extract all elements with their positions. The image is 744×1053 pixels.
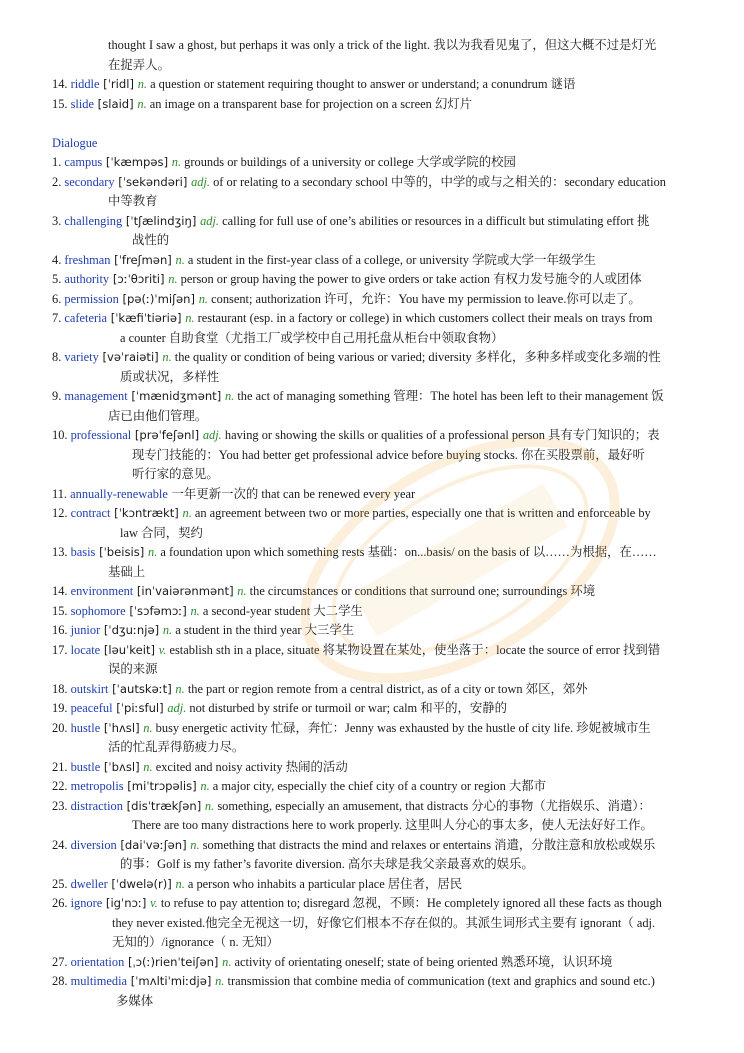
part-of-speech: n. xyxy=(200,779,210,793)
entry-number: 14. xyxy=(52,77,71,91)
part-of-speech: n. xyxy=(171,155,182,169)
entry-continuation-line xyxy=(52,992,694,1012)
definition-text: 中等教育 xyxy=(108,194,158,208)
entry-number: 14. xyxy=(52,584,71,598)
pronunciation: [igˈnɔː] xyxy=(102,896,151,910)
section-heading xyxy=(52,134,694,154)
entry-line xyxy=(52,719,694,739)
definition-text: a foundation upon which something rests 基础：on...basis/ on the basis of 以……为根据，在…… xyxy=(157,545,657,559)
definition-text: 质或状况，多样性 xyxy=(120,369,220,384)
entry-number: 2. xyxy=(52,174,65,189)
definition-text: a question or statement requiring thought to answer or understand; a conundrum 谜语 xyxy=(146,77,576,91)
headword: annually-renewable xyxy=(70,486,168,501)
entry-continuation-line xyxy=(52,816,694,836)
vocabulary-list xyxy=(52,36,694,1011)
part-of-speech: n. xyxy=(143,759,153,774)
entry-number: 28. xyxy=(52,974,71,988)
definition-text: busy energetic activity 忙碌，奔忙：Jenny was exhausted by the hustle of city life. 珍妮被城市生 xyxy=(152,720,651,735)
entry-continuation-line xyxy=(52,192,694,212)
definition-text: a counter 自助食堂（尤指工厂或学校中自己用托盘从柜台中领取食物） xyxy=(120,330,504,345)
entry-continuation-line xyxy=(52,407,694,427)
entry-line xyxy=(52,290,694,310)
definition-text: something that distracts the mind and relaxes or entertains 消遣，分散注意和放松或娱乐 xyxy=(199,837,656,852)
entry-number: 21. xyxy=(52,759,71,774)
entry-line xyxy=(52,348,694,368)
headword: secondary xyxy=(64,174,115,189)
entry-number: 1. xyxy=(52,155,65,169)
pronunciation: [pə(ː)ˈmiʃən] xyxy=(118,291,199,306)
definition-text: of or relating to a secondary school 中等的，中学的或与之相关的：secondary education xyxy=(210,174,666,189)
headword: multimedia xyxy=(70,974,128,988)
headword: environment xyxy=(70,584,134,598)
pronunciation: [ˈsɔfəmɔː] xyxy=(125,603,191,618)
entry-number: 3. xyxy=(52,213,65,228)
definition-text: a student in the first-year class of a college, or university 学院或大学一年级学生 xyxy=(184,252,597,267)
definition-text: 现专门技能的：You had better get professional advice before buying stocks. 你在买股票前，最好听 xyxy=(132,447,645,462)
definition-text: There are too many distractions here to work properly. 这里叫人分心的事太多，使人无法好好工作。 xyxy=(132,818,653,832)
definition-text: the quality or condition of being various or varied; diversity 多样化，多种多样或变化多端的性 xyxy=(171,350,661,364)
entry-continuation-line xyxy=(52,368,694,388)
entry-line xyxy=(52,153,694,173)
headword: professional xyxy=(70,428,132,442)
entry-continuation-line xyxy=(52,329,694,349)
part-of-speech: n. xyxy=(198,291,209,306)
entry-number: 5. xyxy=(52,272,65,286)
headword: slide xyxy=(70,96,94,111)
pronunciation: [ˈridl] xyxy=(99,77,138,91)
part-of-speech: n. xyxy=(148,545,158,559)
pronunciation: [vəˈraiəti] xyxy=(98,350,163,364)
entry-number: 4. xyxy=(52,252,65,267)
pronunciation: [ˈpiːsful] xyxy=(112,701,168,715)
definition-text: law 合同，契约 xyxy=(120,525,203,540)
part-of-speech: adj. xyxy=(191,174,211,189)
definition-text: having or showing the skills or qualities of a professional person 具有专门知识的；表 xyxy=(221,428,660,442)
part-of-speech: n. xyxy=(175,876,185,891)
definition-text: an image on a transparent base for projection on a screen 幻灯片 xyxy=(146,96,473,111)
pronunciation: [ˈkæfiˈtiəriə] xyxy=(107,311,186,325)
entry-continuation-line xyxy=(52,114,694,134)
entry-continuation-line xyxy=(52,855,694,875)
pronunciation: [ˈhʌsl] xyxy=(100,720,144,735)
part-of-speech: n. xyxy=(222,954,232,969)
part-of-speech: n. xyxy=(204,798,215,813)
definition-text: the circumstances or conditions that surround one; surroundings 环境 xyxy=(246,584,596,598)
entry-number: 9. xyxy=(52,389,65,403)
pronunciation: [inˈvaiərənmənt] xyxy=(133,584,238,598)
entry-line xyxy=(52,251,694,271)
entry-continuation-line xyxy=(52,563,694,583)
headword: dweller xyxy=(70,876,108,891)
entry-continuation-line xyxy=(52,231,694,251)
pronunciation: [disˈtrækʃən] xyxy=(122,798,205,813)
headword: hustle xyxy=(70,720,101,735)
entry-line xyxy=(52,75,694,95)
part-of-speech: v. xyxy=(158,642,167,657)
pronunciation: [ɔːˈθɔriti] xyxy=(109,272,169,286)
part-of-speech: n. xyxy=(224,389,235,403)
headword: outskirt xyxy=(70,681,109,696)
entry-number: 23. xyxy=(52,798,71,813)
headword: management xyxy=(64,389,128,403)
definition-text: not disturbed by strife or turmoil or war; calm 和平的，安静的 xyxy=(186,701,508,715)
entry-line xyxy=(52,953,694,973)
definition-text: 听行家的意见。 xyxy=(132,467,219,481)
headword: contract xyxy=(70,506,111,520)
definition-text: 基础上 xyxy=(108,564,146,579)
headword: riddle xyxy=(70,77,100,91)
part-of-speech: adj. xyxy=(167,701,187,715)
entry-line xyxy=(52,797,694,817)
pronunciation: [ləuˈkeit] xyxy=(100,642,159,657)
definition-text: transmission that combine media of communication (text and graphics and sound etc.) xyxy=(224,974,655,988)
section-label: Dialogue xyxy=(52,135,98,150)
definition-text: grounds or buildings of a university or college 大学或学院的校园 xyxy=(181,155,516,169)
headword: peaceful xyxy=(70,701,113,715)
part-of-speech: n. xyxy=(137,96,147,111)
definition-text: 战性的 xyxy=(132,233,170,247)
pronunciation: [ˈkæmpəs] xyxy=(102,155,172,169)
headword: junior xyxy=(70,623,101,637)
pronunciation: [ˈfreʃmən] xyxy=(110,252,176,267)
entry-line xyxy=(52,543,694,563)
entry-line xyxy=(52,836,694,856)
pronunciation: [ˈdwelə(r)] xyxy=(107,876,176,891)
part-of-speech: n. xyxy=(185,311,195,325)
definition-text: a student in the third year 大三学生 xyxy=(172,623,355,637)
entry-line xyxy=(52,621,694,641)
pronunciation: [ˈdʒuːnjə] xyxy=(100,623,163,637)
pronunciation: [ˌɔ(ː)rienˈteiʃən] xyxy=(124,954,223,969)
part-of-speech: n. xyxy=(175,681,185,696)
entry-line xyxy=(52,485,694,505)
entry-number: 27. xyxy=(52,954,71,969)
entry-number: 20. xyxy=(52,720,71,735)
definition-text: a major city, especially the chief city of a country or region 大都市 xyxy=(209,779,547,793)
part-of-speech: n. xyxy=(137,77,147,91)
part-of-speech: n. xyxy=(175,252,185,267)
entry-number: 19. xyxy=(52,701,71,715)
headword: distraction xyxy=(70,798,123,813)
headword: permission xyxy=(64,291,119,306)
entry-continuation-line xyxy=(52,914,694,934)
pronunciation: [ˈkɔntrækt] xyxy=(110,506,183,520)
definition-text: to refuse to pay attention to; disregard 忽视，不顾：He completely ignored all these facts as though xyxy=(157,896,662,910)
definition-text: 一年更新一次的 that can be renewed every year xyxy=(171,486,416,501)
entry-number: 16. xyxy=(52,623,71,637)
part-of-speech: v. xyxy=(150,896,158,910)
definition-text: 在捉弄人。 xyxy=(108,57,170,72)
part-of-speech: n. xyxy=(182,506,192,520)
entry-line xyxy=(52,212,694,232)
headword: locate xyxy=(70,642,101,657)
part-of-speech: n. xyxy=(162,350,172,364)
entry-number: 24. xyxy=(52,837,71,852)
entry-number: 6. xyxy=(52,291,65,306)
definition-text: 多媒体 xyxy=(116,993,154,1008)
entry-continuation-line xyxy=(52,524,694,544)
entry-number: 12. xyxy=(52,506,71,520)
headword: campus xyxy=(64,155,103,169)
pronunciation: [ˈmænidʒmənt] xyxy=(127,389,225,403)
pronunciation: [daiˈvəːʃən] xyxy=(116,837,191,852)
part-of-speech: n. xyxy=(237,584,247,598)
entry-number: 18. xyxy=(52,681,71,696)
entry-number: 17. xyxy=(52,642,71,657)
entry-line xyxy=(52,582,694,602)
definition-text: establish sth in a place, situate 将某物设置在某处，使坐落于：locate the source of error 找到错 xyxy=(166,642,661,657)
definition-text: a second-year student 大二学生 xyxy=(199,603,363,618)
entry-number: 13. xyxy=(52,545,71,559)
headword: cafeteria xyxy=(64,311,108,325)
entry-line xyxy=(52,894,694,914)
entry-line xyxy=(52,270,694,290)
pronunciation: [ˈmʌltiˈmiːdjə] xyxy=(127,974,216,988)
entry-line xyxy=(52,777,694,797)
headword: ignore xyxy=(70,896,103,910)
pronunciation: [miˈtrɔpəlis] xyxy=(123,779,201,793)
entry-line xyxy=(52,680,694,700)
definition-text: 店已由他们管理。 xyxy=(108,408,208,423)
part-of-speech: n. xyxy=(215,974,225,988)
definition-text: an agreement between two or more parties, especially one that is written and enforceable by xyxy=(191,506,651,520)
headword: diversion xyxy=(70,837,117,852)
headword: metropolis xyxy=(70,779,124,793)
definition-text: excited and noisy activity 热闹的活动 xyxy=(152,759,348,774)
definition-text: restaurant (esp. in a factory or college) in which customers collect their meals on trays from xyxy=(194,311,653,325)
part-of-speech: n. xyxy=(168,272,178,286)
definition-text: 无知的）/ignorance（ n. 无知） xyxy=(112,935,279,949)
definition-text: a person who inhabits a particular place 居住者，居民 xyxy=(184,876,463,891)
part-of-speech: adj. xyxy=(202,428,222,442)
entry-continuation-line xyxy=(52,660,694,680)
definition-text: 活的忙乱弄得筋疲力尽。 xyxy=(108,740,245,754)
part-of-speech: n. xyxy=(190,837,200,852)
part-of-speech: adj. xyxy=(200,213,219,228)
definition-text: consent; authorization 许可，允许：You have my permission to leave.你可以走了。 xyxy=(208,291,641,306)
pronunciation: [prəˈfeʃənl] xyxy=(131,428,203,442)
part-of-speech: n. xyxy=(162,623,173,637)
entry-line xyxy=(52,387,694,407)
pronunciation: [ˈsekəndəri] xyxy=(114,174,192,189)
headword: basis xyxy=(70,545,96,559)
pronunciation: [ˈbeisis] xyxy=(95,545,149,559)
pronunciation: [slaid] xyxy=(94,96,138,111)
entry-number: 22. xyxy=(52,779,71,793)
definition-text: they never existed.他完全无视这一切，好像它们根本不存在似的。其派生词形式主要有 ignorant（ adj. xyxy=(112,915,656,930)
headword: sophomore xyxy=(70,603,126,618)
entry-number: 15. xyxy=(52,96,71,111)
definition-text: activity of orientating oneself; state of being oriented 熟悉环境，认识环境 xyxy=(231,954,613,969)
entry-number: 11. xyxy=(52,486,71,501)
entry-continuation-line xyxy=(52,465,694,485)
pronunciation: [ˈtʃælindʒiŋ] xyxy=(122,213,201,228)
definition-text: 的事：Golf is my father’s favorite diversion. 高尔夫球是我父亲最喜欢的娱乐。 xyxy=(120,857,534,871)
part-of-speech: n. xyxy=(143,720,153,735)
definition-text: thought I saw a ghost, but perhaps it was only a trick of the light. 我以为我看见鬼了，但这大概不过是灯光 xyxy=(108,38,657,52)
definition-text: something, especially an amusement, that distracts 分心的事物（尤指娱乐、消遣）： xyxy=(214,798,651,813)
entry-number: 8. xyxy=(52,350,65,364)
entry-number: 25. xyxy=(52,876,71,891)
headword: freshman xyxy=(64,252,111,267)
entry-line xyxy=(52,309,694,329)
entry-line xyxy=(52,95,694,115)
entry-continuation-line xyxy=(52,36,694,56)
entry-continuation-line xyxy=(52,738,694,758)
entry-continuation-line xyxy=(52,56,694,76)
entry-line xyxy=(52,875,694,895)
entry-line xyxy=(52,173,694,193)
pronunciation: [ˈbʌsl] xyxy=(100,759,144,774)
definition-text: calling for full use of one’s abilities or resources in a difficult but stimulating effort 挑 xyxy=(219,213,650,228)
definition-text: person or group having the power to give orders or take action 有权力发号施令的人或团体 xyxy=(177,272,642,286)
entry-line xyxy=(52,504,694,524)
entry-continuation-line xyxy=(52,933,694,953)
definition-text: the part or region remote from a central district, as of a city or town 郊区，郊外 xyxy=(184,681,588,696)
entry-line xyxy=(52,758,694,778)
definition-text: the act of managing something 管理：The hotel has been left to their management 饭 xyxy=(234,389,664,403)
entry-line xyxy=(52,602,694,622)
headword: variety xyxy=(64,350,99,364)
headword: orientation xyxy=(70,954,125,969)
entry-number: 15. xyxy=(52,603,71,618)
entry-number: 10. xyxy=(52,428,71,442)
headword: bustle xyxy=(70,759,101,774)
entry-line xyxy=(52,972,694,992)
entry-line xyxy=(52,426,694,446)
entry-continuation-line xyxy=(52,446,694,466)
definition-text: 误的来源 xyxy=(108,662,158,676)
entry-line xyxy=(52,641,694,661)
headword: authority xyxy=(64,272,110,286)
pronunciation: [ˈautskəːt] xyxy=(108,681,176,696)
entry-number: 7. xyxy=(52,311,65,325)
headword: challenging xyxy=(64,213,123,228)
part-of-speech: n. xyxy=(190,603,200,618)
entry-line xyxy=(52,699,694,719)
entry-number: 26. xyxy=(52,896,71,910)
